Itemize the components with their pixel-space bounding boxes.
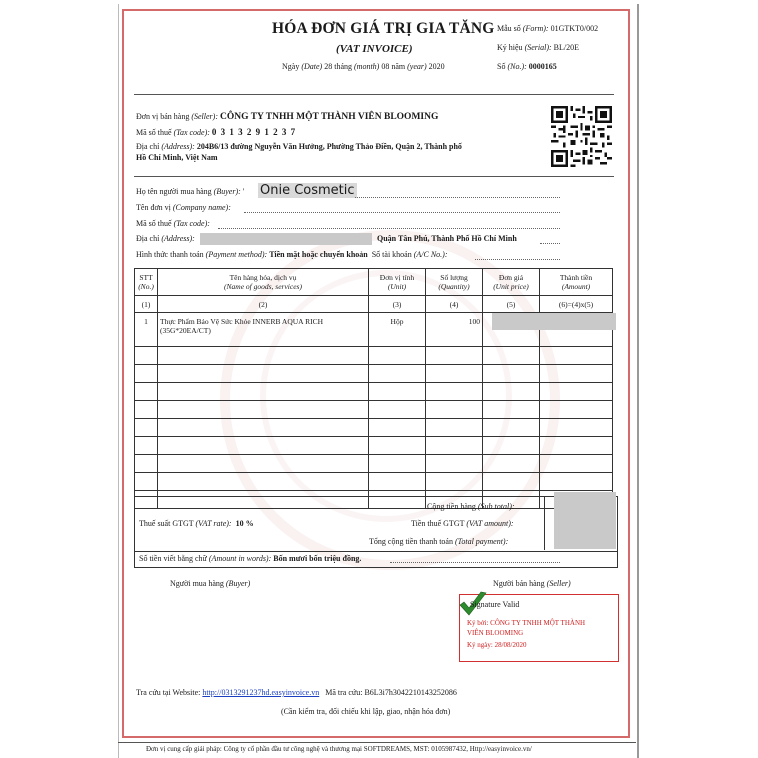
signed-by: Ký bởi: CÔNG TY TNHH MỘT THÀNH bbox=[467, 619, 586, 627]
colnum-6: (6)=(4)x(5) bbox=[540, 296, 613, 313]
header-divider bbox=[134, 94, 614, 95]
invoice-title: HÓA ĐƠN GIÁ TRỊ GIA TĂNG bbox=[272, 20, 495, 37]
verification-note: (Cần kiểm tra, đối chiếu khi lập, giao, nhận hóa đơn) bbox=[281, 707, 451, 716]
row-goods-name: Thực Phẩm Bảo Vệ Sức Khỏe INNERB AQUA RICH (35G*20EA/CT) bbox=[158, 313, 369, 347]
header-goods: Tên hàng hóa, dịch vụ (Name of goods, services) bbox=[158, 269, 369, 296]
header-amount: Thành tiền (Amount) bbox=[540, 269, 613, 296]
serial-number: Ký hiệu (Serial): BL/20E bbox=[497, 43, 580, 52]
footer-divider bbox=[118, 742, 636, 743]
invoice-number: Số (No.): 0000165 bbox=[497, 62, 557, 71]
lookup-link[interactable]: http://0313291237hd.easyinvoice.vn bbox=[202, 688, 320, 697]
buyer-name-label: Họ tên người mua hàng (Buyer): ' bbox=[136, 187, 245, 196]
amount-in-words: Số tiền viết bằng chữ (Amount in words): Bốn mươi bốn triệu đồng. bbox=[139, 554, 362, 563]
subtotal-label: Cộng tiền hàng (Sub total): bbox=[427, 502, 515, 511]
seller-name: Đơn vị bán hàng (Seller): CÔNG TY TNHH MỘT THÀNH VIÊN BLOOMING bbox=[136, 112, 439, 122]
buyer-address-label: Địa chỉ (Address): bbox=[136, 234, 195, 243]
colnum-4: (4) bbox=[426, 296, 483, 313]
totals-divider bbox=[544, 496, 546, 550]
colnum-2: (2) bbox=[158, 296, 369, 313]
table-row-empty bbox=[135, 473, 613, 491]
buyer-name-line bbox=[355, 197, 560, 198]
seller-divider bbox=[134, 176, 614, 177]
signed-date: Ký ngày: 28/08/2020 bbox=[467, 641, 527, 649]
invoice-subtitle: (VAT INVOICE) bbox=[336, 43, 413, 55]
table-row-empty bbox=[135, 437, 613, 455]
seller-address-line2: Hồ Chí Minh, Việt Nam bbox=[136, 153, 218, 162]
seller-address: Địa chỉ (Address): 204B6/13 đường Nguyễn Văn Hưởng, Phường Thảo Điền, Quận 2, Thành phố bbox=[136, 142, 462, 151]
colnum-1: (1) bbox=[135, 296, 158, 313]
invoice-date: Ngày (Date) 28 tháng (month) 08 năm (year) 2020 bbox=[282, 62, 445, 71]
table-header-row bbox=[135, 269, 613, 296]
redacted-price-amount bbox=[492, 313, 616, 330]
signed-by-line2: VIÊN BLOOMING bbox=[467, 629, 524, 637]
total-payment-label: Tổng cộng tiền thanh toán (Total payment): bbox=[369, 537, 509, 546]
colnum-3: (3) bbox=[369, 296, 426, 313]
seller-signature-label: Người bán hàng (Seller) bbox=[493, 579, 571, 588]
header-quantity: Số lượng (Quantity) bbox=[426, 269, 483, 296]
buyer-address: Quận Tân Phú, Thành Phố Hồ Chí Minh bbox=[377, 234, 517, 243]
table-row-empty bbox=[135, 401, 613, 419]
redacted-address bbox=[200, 233, 372, 245]
qr-code[interactable] bbox=[551, 106, 612, 167]
header-no: STT (No.) bbox=[135, 269, 158, 296]
table-row-empty bbox=[135, 419, 613, 437]
vat-amount-label: Tiền thuế GTGT (VAT amount): bbox=[411, 519, 514, 528]
redacted-totals bbox=[554, 492, 616, 549]
payment-method: Hình thức thanh toán (Payment method): Tiền mặt hoặc chuyển khoản Số tài khoản (A/C No.): bbox=[136, 250, 448, 259]
buyer-signature-label: Người mua hàng (Buyer) bbox=[170, 579, 251, 588]
header-unit-price: Đơn giá (Unit price) bbox=[483, 269, 540, 296]
provider-info: Đơn vị cung cấp giải pháp: Công ty cổ phần đầu tư công nghệ và thương mại SOFTDREAMS, MST: 0105987432, Http://easyinvoice.vn/ bbox=[146, 745, 532, 753]
buyer-company: Tên đơn vị (Company name): bbox=[136, 203, 231, 212]
table-row-empty bbox=[135, 365, 613, 383]
header-unit: Đơn vị tính (Unit) bbox=[369, 269, 426, 296]
vat-rate: Thuế suất GTGT (VAT rate): 10 % bbox=[139, 519, 254, 528]
words-line bbox=[390, 562, 560, 563]
colnum-5: (5) bbox=[483, 296, 540, 313]
buyer-company-line bbox=[244, 212, 560, 213]
seller-tax-code: Mã số thuế (Tax code): 0 3 1 3 2 9 1 2 3 7 bbox=[136, 127, 297, 137]
buyer-tax-line bbox=[218, 228, 560, 229]
lookup-info: Tra cứu tại Website: http://0313291237hd.easyinvoice.vn Mã tra cứu: B6L3i7h3042210143252086 bbox=[136, 688, 457, 697]
row-unit: Hộp bbox=[369, 313, 426, 347]
buyer-address-line bbox=[540, 243, 560, 244]
signature-valid: Signature Valid bbox=[470, 600, 520, 609]
row-stt: 1 bbox=[135, 313, 158, 347]
table-row-empty bbox=[135, 383, 613, 401]
buyer-tax-code: Mã số thuế (Tax code): bbox=[136, 219, 210, 228]
form-number: Mẫu số (Form): 01GTKT0/002 bbox=[497, 24, 599, 33]
table-row-empty bbox=[135, 347, 613, 365]
column-number-row bbox=[135, 296, 613, 313]
account-line bbox=[475, 259, 560, 260]
buyer-name: Onie Cosmetic bbox=[260, 183, 355, 198]
table-row-empty bbox=[135, 455, 613, 473]
row-quantity: 100 bbox=[426, 313, 483, 347]
items-table bbox=[134, 268, 613, 509]
